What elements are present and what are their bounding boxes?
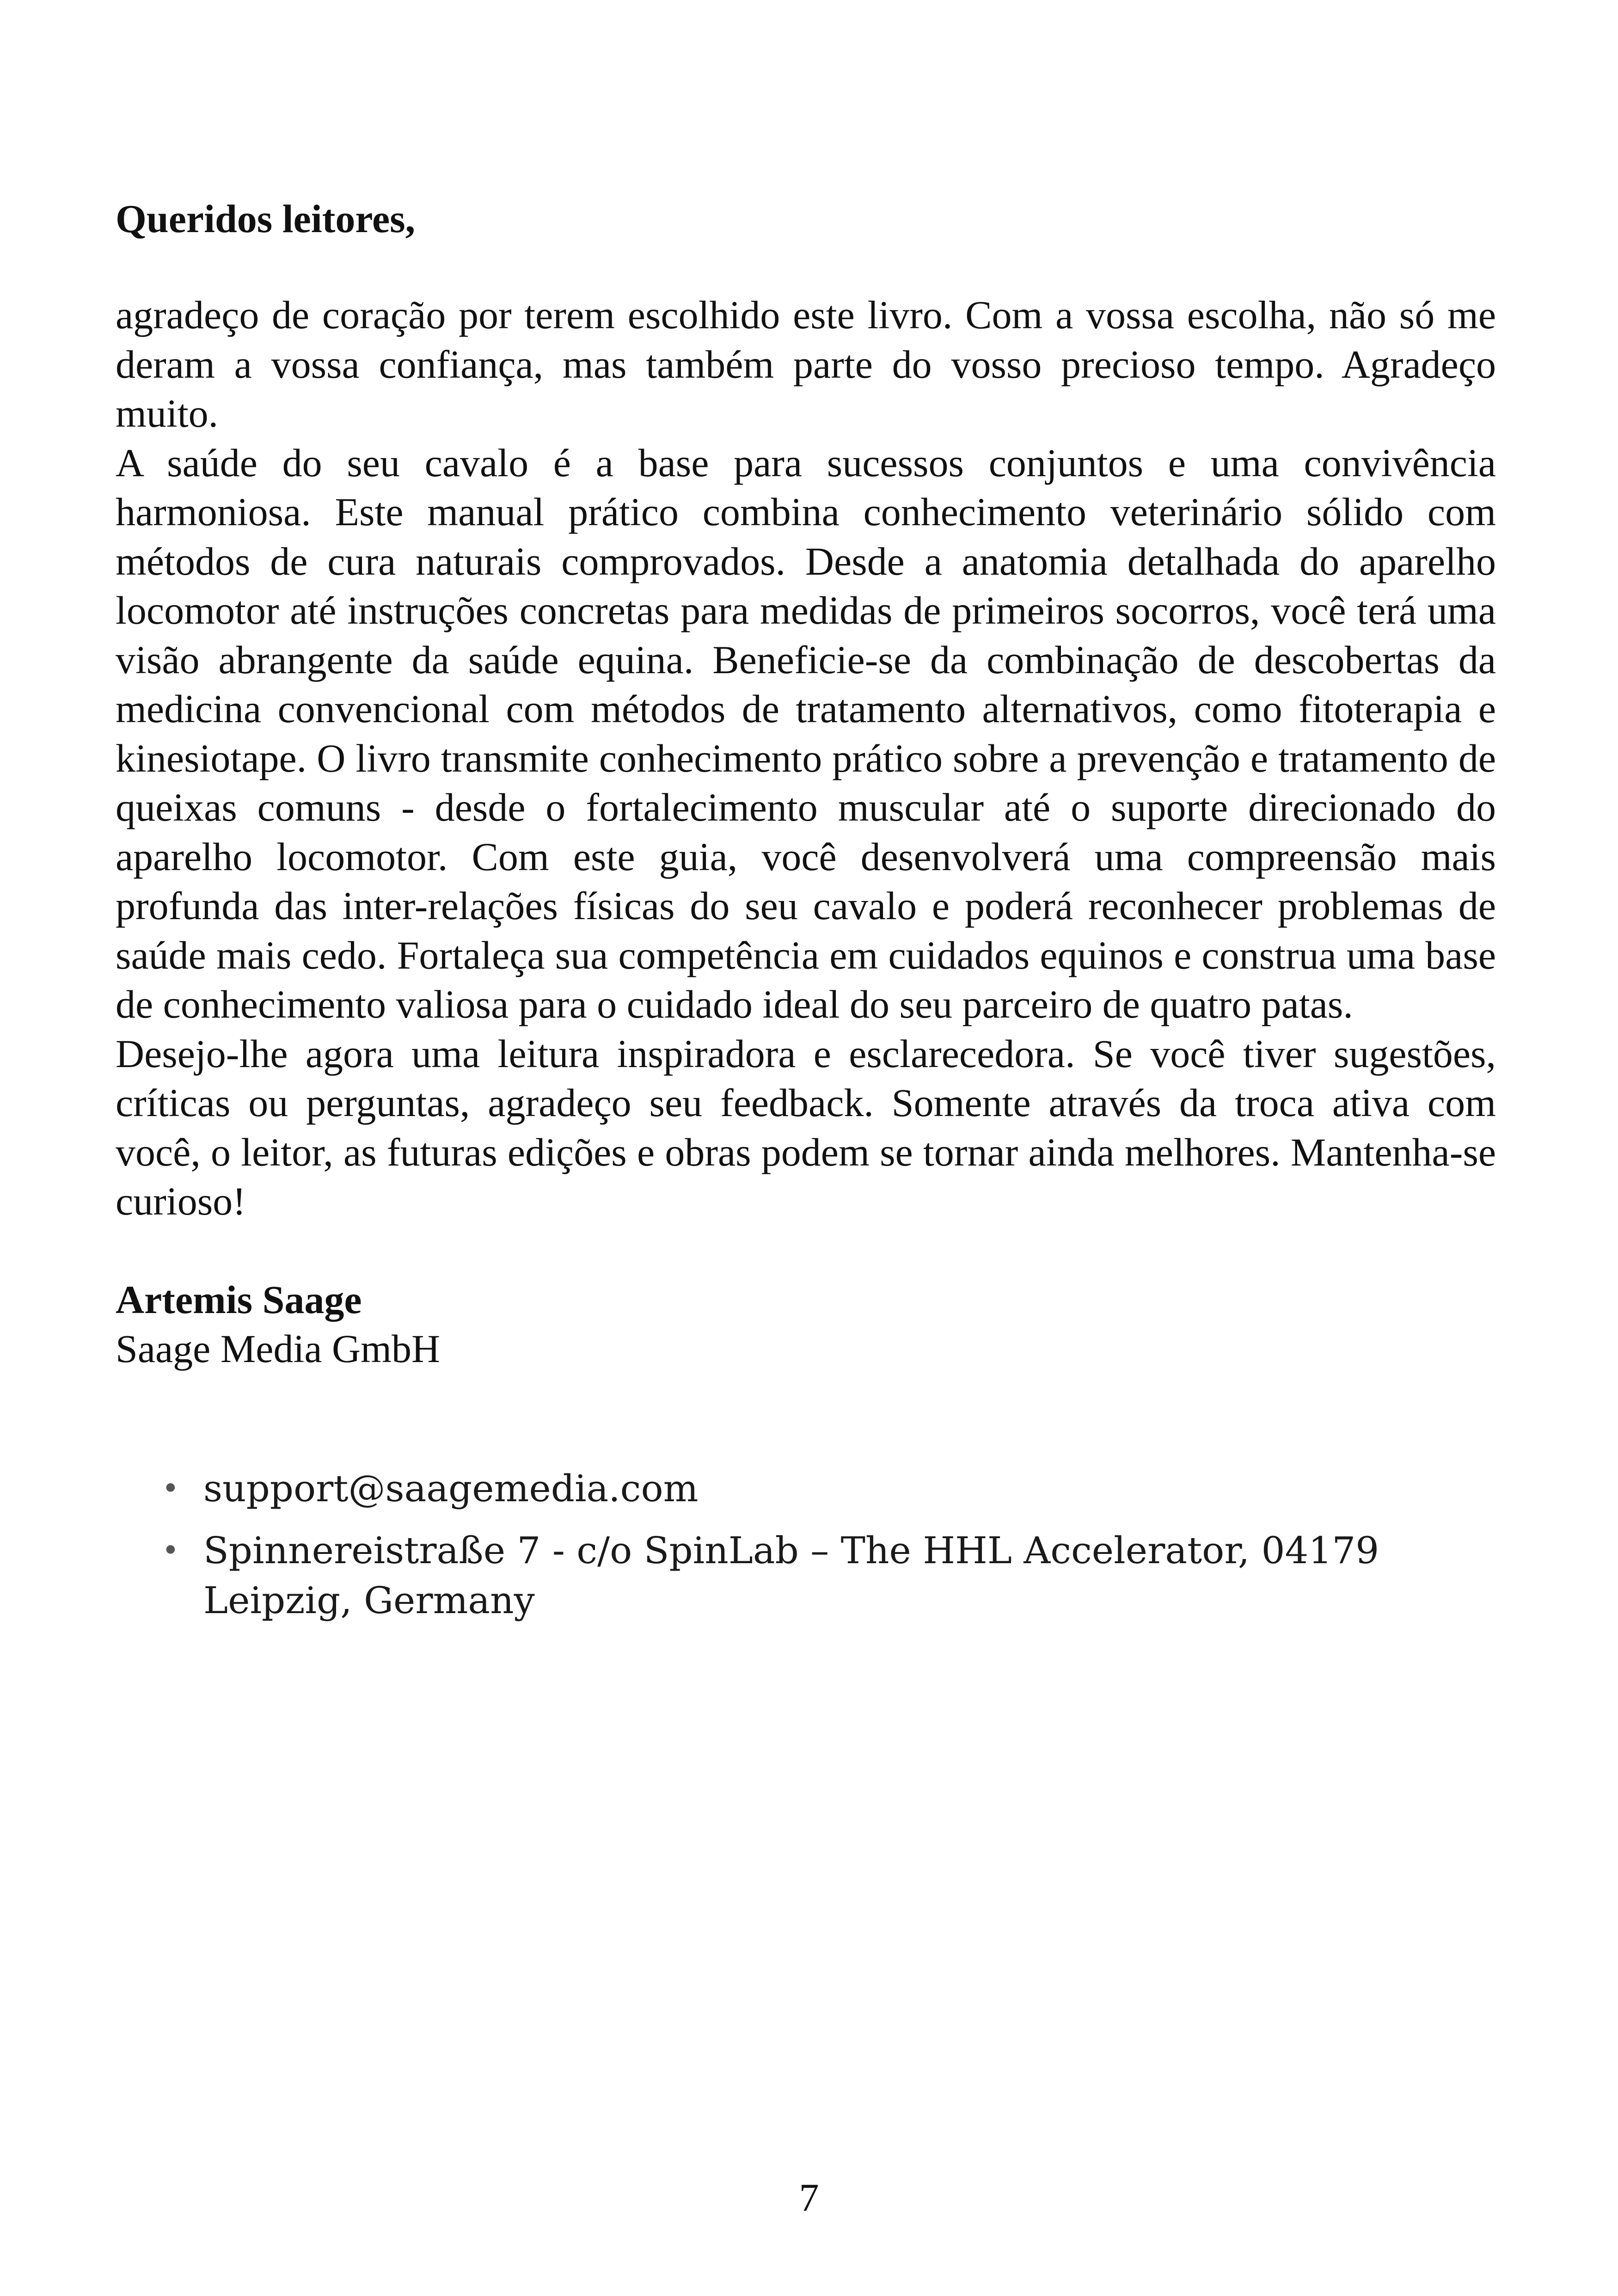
bullet-icon: •: [162, 1471, 179, 1506]
paragraph-closing: Desejo-lhe agora uma leitura inspiradora e esclarecedora. Se você tiver sugestões, críticas ou perguntas, agradeço seu feedback. Somente através da troca ativa com você, o leitor, as futuras edições e obras podem se tornar ainda melhores. Mantenha-se curioso!: [116, 1031, 1496, 1223]
paragraph-book-description: A saúde do seu cavalo é a base para sucessos conjuntos e uma convivência harmoniosa. Este manual prático combina conhecimento veterinário sólido com métodos de cura naturais comprovados. Desde a anatomia detalhada do aparelho locomotor até instruções concretas para medidas de primeiros socorros, você terá uma visão abrangente da saúde equina. Beneficie-se da combinação de descobertas da medicina convencional com métodos de tratamento alternativos, como fitoterapia e kinesiotape. O livro transmite conhecimento prático sobre a prevenção e tratamento de queixas comuns - desde o fortalecimento muscular até o suporte direcionado do aparelho locomotor. Com este guia, você desenvolverá uma compreensão mais profunda das inter-relações físicas do seu cavalo e poderá reconhecer problemas de saúde mais cedo. Fortaleça sua competência em cuidados equinos e construa uma base de conhecimento valiosa para o cuidado ideal do seu parceiro de quatro patas.: [116, 440, 1496, 1026]
contact-list: [116, 1464, 1496, 1626]
page-number: 7: [799, 2175, 819, 2220]
page-content: [116, 194, 1496, 1638]
author-name: Artemis Saage: [116, 1277, 362, 1322]
contact-email[interactable]: support@saagemedia.com: [203, 1467, 699, 1510]
contact-address: Spinnereistraße 7 - c/o SpinLab – The HHL Accelerator, 04179 Leipzig, Germany: [203, 1529, 1379, 1622]
contact-email-item: [116, 1464, 1496, 1514]
paragraph-thanks: agradeço de coração por terem escolhido este livro. Com a vossa escolha, não só me deram a vossa confiança, mas também parte do vosso precioso tempo. Agradeço muito.: [116, 293, 1496, 436]
company-name: Saage Media GmbH: [116, 1326, 441, 1371]
author-block: [116, 1275, 1496, 1373]
contact-address-item: [116, 1526, 1496, 1626]
bullet-icon: •: [162, 1533, 179, 1568]
greeting-heading: Queridos leitores,: [116, 196, 416, 241]
